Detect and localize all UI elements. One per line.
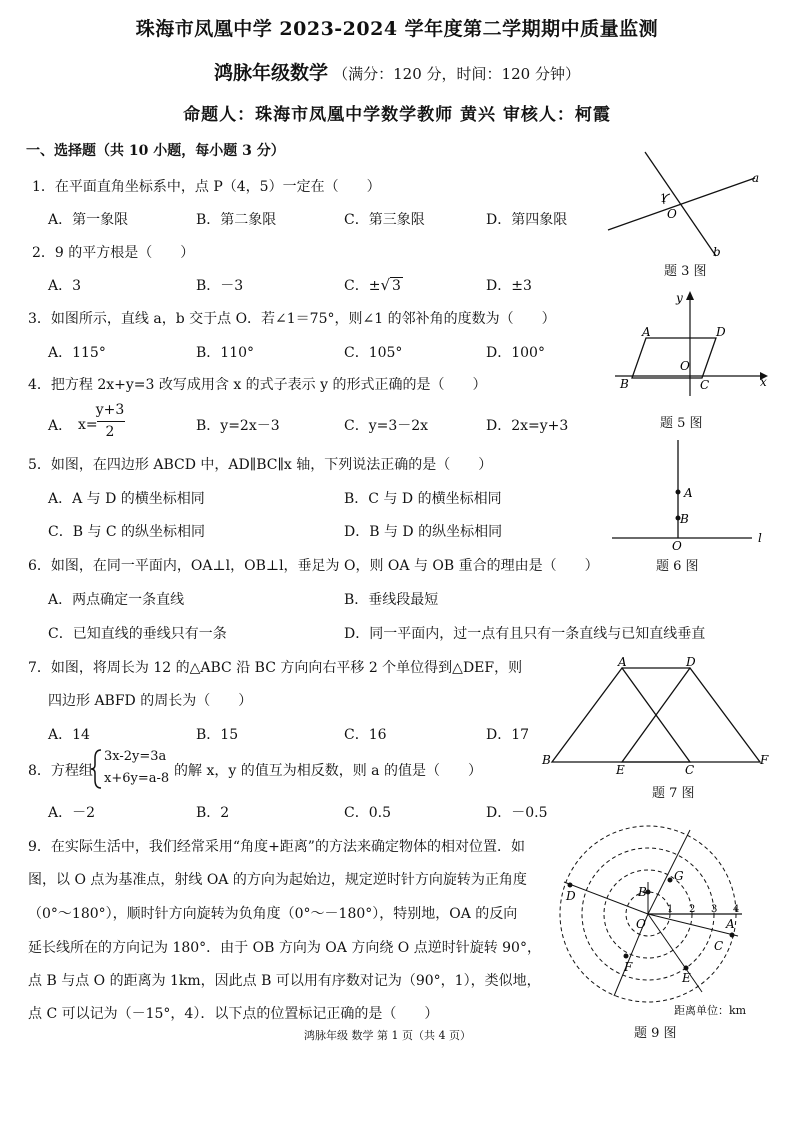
q2c-pm: ±: [368, 278, 381, 294]
fig7-label-d: D: [686, 656, 696, 669]
figure-3: [600, 146, 780, 276]
fig3-label-a: a: [752, 171, 760, 185]
q4a-denominator: 2: [105, 424, 115, 440]
question-7-stem: 7．如图，将周长为 12 的△ABC 沿 BC 方向向右平移 2 个单位得到△DEF，则: [28, 660, 523, 676]
q5-option-b: B．C 与 D 的横坐标相同: [344, 491, 502, 507]
fig9-tick-4: 4: [733, 904, 740, 915]
q1-option-b: B．第二象限: [196, 212, 277, 228]
triangle-abc: [552, 668, 690, 762]
q5-option-c: C．B 与 C 的纵坐标相同: [48, 524, 206, 540]
fig5-label-a: A: [642, 325, 651, 339]
q3-option-d: D．100°: [486, 345, 545, 361]
q6-option-c: C．已知直线的垂线只有一条: [48, 626, 227, 642]
q1-option-a: A．第一象限: [48, 212, 129, 228]
question-3-stem: 3．如图所示，直线 a，b 交于点 O．若∠1＝75°，则∠1 的邻补角的度数为（ ）: [28, 311, 556, 327]
q4-option-c: C．y=3－2x: [344, 418, 429, 434]
fig9-label-o: O: [636, 917, 646, 931]
q8-option-a: A．－2: [48, 805, 96, 821]
q2-option-b: B．－3: [196, 278, 244, 294]
figure-5: [610, 288, 780, 398]
q2-option-c: C．±√ 3: [344, 276, 401, 294]
q4-option-d: D．2x=y+3: [486, 418, 569, 434]
question-4-stem: 4．把方程 2x+y=3 改写成用含 x 的式子表示 y 的形式正确的是（ ）: [28, 377, 487, 393]
fig5-label-d: D: [716, 325, 726, 339]
figure-9-unit: 距离单位：km: [674, 1004, 747, 1017]
point-d: [568, 883, 573, 888]
q2-option-d: D．±3: [486, 278, 532, 294]
question-9-line-3: （0°～180°），顺时针方向旋转为负角度（0°～－180°），特别地，OA 的反向: [28, 906, 518, 922]
quadrilateral-abcd: [632, 338, 716, 378]
question-9-line-2: 图，以 O 点为基准点，射线 OA 的方向为起始边，规定逆时针方向旋转为正角度: [28, 872, 527, 888]
fig5-label-c: C: [700, 378, 710, 392]
fig9-tick-2: 2: [689, 904, 696, 915]
fig9-tick-1: 1: [667, 904, 674, 915]
sqrt-sign: √: [380, 276, 391, 294]
q2-option-a: A．3: [48, 278, 82, 294]
question-8-stem-post: 的解 x，y 的值互为相反数，则 a 的值是（ ）: [174, 763, 482, 779]
fig9-tick-3: 3: [711, 904, 718, 915]
figure-9: [552, 824, 764, 1016]
fig3-label-angle1: 1: [660, 192, 667, 205]
ray-od: [564, 882, 648, 914]
fig3-label-b: b: [713, 245, 721, 259]
fig9-label-c: C: [714, 939, 724, 953]
fig9-label-d: D: [566, 889, 576, 903]
q2c-radicand: 3: [392, 278, 401, 294]
figure-9-caption: 题 9 图: [634, 1026, 677, 1041]
y-axis-arrow: [686, 291, 694, 300]
fig9-label-g: G: [674, 869, 684, 883]
q8-option-c: C．0.5: [344, 805, 391, 821]
q7-option-b: B．15: [196, 727, 239, 743]
question-9-line-1: 9．在实际生活中，我们经常采用“角度+距离”的方法来确定物体的相对位置．如: [28, 839, 525, 855]
question-9-line-5: 点 B 与点 O 的距离为 1km，因此点 B 可以用有序数对记为（90°，1），类似地，: [28, 973, 541, 989]
fig9-label-f: F: [624, 960, 633, 974]
fig5-label-o: O: [680, 359, 690, 373]
fig7-label-a: A: [618, 656, 627, 669]
q8-option-d: D．－0.5: [486, 805, 548, 821]
q6-option-b: B．垂线段最短: [344, 592, 439, 608]
line-a: [608, 178, 755, 230]
fig6-label-a: A: [684, 486, 693, 500]
fig6-label-b: B: [680, 512, 689, 526]
q7-option-d: D．17: [486, 727, 530, 743]
authors-line: 命题人：珠海市凤凰中学数学教师 黄兴 审核人：柯霞: [183, 105, 611, 125]
q8-option-b: B．2: [196, 805, 230, 821]
q4a-numerator: y+3: [95, 402, 125, 418]
fig9-label-a: A: [726, 917, 735, 931]
subject-title: 鸿脉年级数学: [214, 62, 329, 84]
fig6-label-l: l: [758, 531, 762, 545]
q3-option-c: C．105°: [344, 345, 403, 361]
page-footer: 鸿脉年级 数学 第 1 页（共 4 页）: [304, 1029, 471, 1042]
q1-option-d: D．第四象限: [486, 212, 568, 228]
figure-7-caption: 题 7 图: [652, 786, 695, 801]
fig7-label-e: E: [616, 763, 625, 777]
figure-7: [538, 656, 774, 778]
fig9-label-e: E: [682, 971, 691, 985]
figure-6-caption: 题 6 图: [656, 559, 699, 574]
fig5-label-y: y: [676, 291, 683, 305]
question-9-line-6: 点 C 可以记为（－15°，4）．以下点的位置标记正确的是（ ）: [28, 1006, 439, 1022]
question-8-stem-pre: 8．方程组: [28, 763, 93, 779]
point-g: [668, 878, 673, 883]
q5-option-a: A．A 与 D 的横坐标相同: [48, 491, 205, 507]
point-f: [624, 954, 629, 959]
fig5-label-b: B: [620, 377, 629, 391]
equation-brace: [89, 748, 103, 790]
q7-option-c: C．16: [344, 727, 387, 743]
figure-3-caption: 题 3 图: [664, 264, 707, 279]
point-a: [676, 490, 681, 495]
section-heading: 一、选择题（共 10 小题，每小题 3 分）: [26, 143, 285, 159]
exam-meta: （满分：120 分，时间：120 分钟）: [333, 65, 580, 83]
question-9-line-4: 延长线所在的方向记为 180°．由于 OB 方向为 OA 方向绕 O 点逆时针旋转 90°，: [28, 940, 541, 956]
subject-line: [0, 58, 794, 85]
figure-5-caption: 题 5 图: [660, 416, 703, 431]
system-equation-1: 3x-2y=3a: [104, 749, 167, 764]
q4-option-b: B．y=2x－3: [196, 418, 280, 434]
fig7-label-f: F: [760, 753, 769, 767]
fig3-label-o: O: [667, 207, 677, 221]
q4a-lhs: x=: [78, 417, 98, 433]
q5-option-d: D．B 与 D 的纵坐标相同: [344, 524, 503, 540]
fraction-bar: [97, 421, 125, 422]
question-7-stem-cont: 四边形 ABFD 的周长为（ ）: [48, 693, 253, 709]
point-e: [684, 966, 689, 971]
question-1-stem: 1．在平面直角坐标系中，点 P（4，5）一定在（ ）: [32, 179, 381, 195]
fig7-label-c: C: [685, 763, 695, 777]
point-c: [730, 933, 735, 938]
figure-6: [612, 440, 772, 550]
fig9-label-b: B: [638, 885, 647, 899]
q6-option-d: D．同一平面内，过一点有且只有一条直线与已知直线垂直: [344, 626, 706, 642]
q1-option-c: C．第三象限: [344, 212, 425, 228]
triangle-def: [622, 668, 760, 762]
fig5-label-x: x: [760, 375, 767, 389]
fig7-label-b: B: [542, 753, 551, 767]
question-6-stem: 6．如图，在同一平面内，OA⊥l，OB⊥l，垂足为 O，则 OA 与 OB 重合的理由是（ ）: [28, 558, 599, 574]
q6-option-a: A．两点确定一条直线: [48, 592, 185, 608]
fig6-label-o: O: [672, 539, 682, 550]
system-equation-2: x+6y=a-8: [104, 771, 170, 786]
question-2-stem: 2．9 的平方根是（ ）: [32, 245, 195, 261]
page-title: 珠海市凤凰中学 2023-2024 学年度第二学期期中质量监测: [135, 18, 659, 40]
ray-og: [648, 830, 690, 914]
question-5-stem: 5．如图，在四边形 ABCD 中，AD∥BC∥x 轴，下列说法正确的是（ ）: [28, 457, 493, 473]
q3-option-b: B．110°: [196, 345, 255, 361]
q3-option-a: A．115°: [48, 345, 106, 361]
q7-option-a: A．14: [48, 727, 90, 743]
